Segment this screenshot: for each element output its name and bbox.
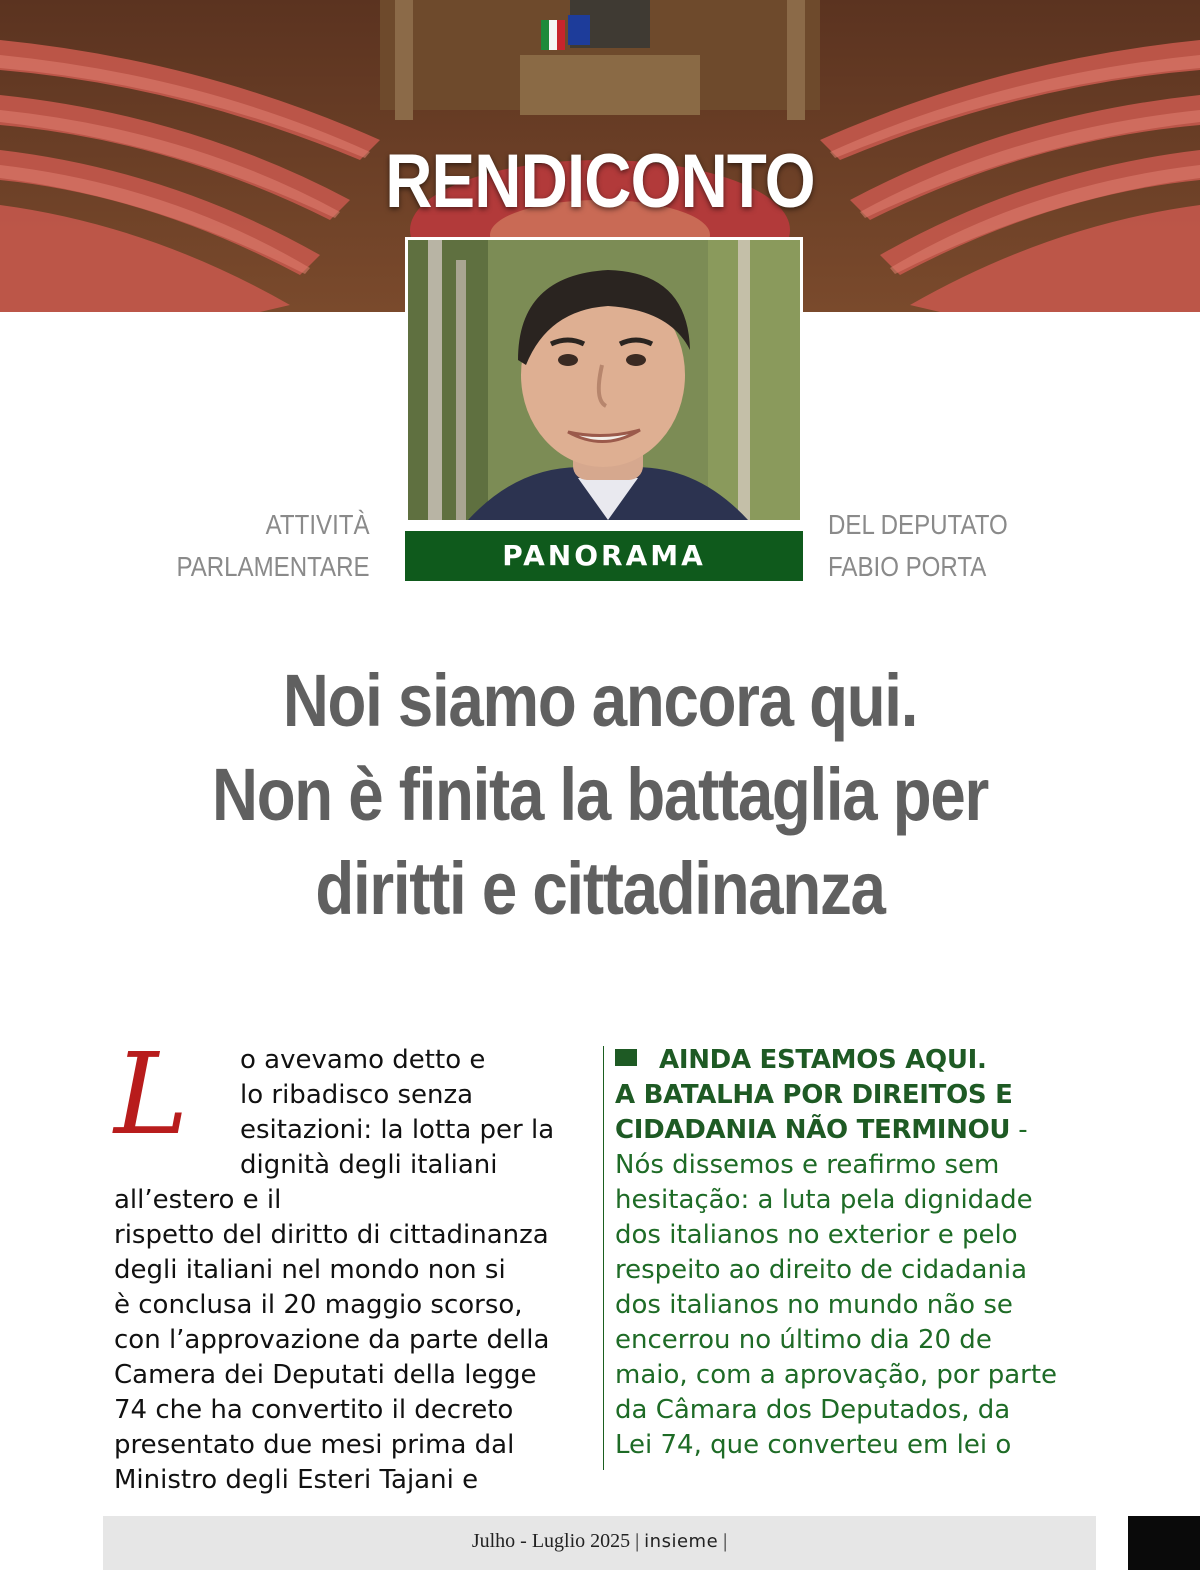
page-footer <box>103 1516 1096 1570</box>
pt-line: dos italianos no exterior e pelo <box>615 1220 1018 1250</box>
pt-line: dos italianos no mundo não se <box>615 1290 1013 1320</box>
kicker-right-line2: FABIO PORTA <box>828 551 987 582</box>
kicker-left-line1: ATTIVITÀ <box>266 509 370 540</box>
it-line: lo ribadisco senza <box>240 1080 474 1110</box>
pt-heading-dash: - <box>1010 1115 1028 1145</box>
pt-heading-line-2: A BATALHA POR DIREITOS E <box>615 1080 1013 1110</box>
pt-heading-line-3: CIDADANIA NÃO TERMINOU <box>615 1115 1011 1145</box>
it-line: o avevamo detto e <box>240 1045 486 1075</box>
it-line: esitazioni: la lotta per la <box>240 1115 555 1145</box>
pt-line: respeito ao direito de cidadania <box>615 1255 1028 1285</box>
pt-line: encerrou no último dia 20 de <box>615 1325 992 1355</box>
it-line: Camera dei Deputati della legge <box>114 1360 537 1390</box>
pt-heading <box>615 1043 1095 1148</box>
article-body-italian <box>114 1030 592 1498</box>
pt-line: maio, com a aprovação, por parte <box>615 1360 1058 1390</box>
article-headline <box>40 654 1160 936</box>
kicker-left-line2: PARLAMENTARE <box>176 551 370 582</box>
column-divider <box>603 1046 604 1470</box>
it-line: degli italiani nel mondo non si <box>114 1255 506 1285</box>
portrait-frame <box>405 237 803 523</box>
it-line: presentato due mesi prima dal <box>114 1430 515 1460</box>
article-body-portuguese <box>615 1043 1095 1463</box>
pt-line: Lei 74, que converteu em lei o <box>615 1430 1012 1460</box>
drop-cap: L <box>114 1030 189 1160</box>
portrait-photo <box>408 240 800 520</box>
it-line: con l’approvazione da parte della <box>114 1325 550 1355</box>
it-line: 74 che ha convertito il decreto <box>114 1395 514 1425</box>
section-title: RENDICONTO <box>385 139 815 224</box>
kicker-left <box>177 504 370 588</box>
footer-separator: | <box>723 1530 728 1552</box>
page-corner-marker <box>1128 1516 1200 1570</box>
pt-line: hesitação: a luta pela dignidade <box>615 1185 1033 1215</box>
it-line: è conclusa il 20 maggio scorso, <box>114 1290 523 1320</box>
it-line: rispetto del diritto di cittadinanza <box>114 1220 549 1250</box>
it-line: dignità degli italiani all’estero e il <box>114 1150 498 1215</box>
pt-line: da Câmara dos Deputados, da <box>615 1395 1011 1425</box>
pt-line: Nós dissemos e reafirmo sem <box>615 1150 1000 1180</box>
headline-line-2: Non è finita la battaglia per <box>212 753 988 836</box>
square-bullet-icon <box>615 1049 637 1066</box>
article-paragraph-portuguese <box>615 1148 1095 1463</box>
footer-date: Julho - Luglio 2025 | <box>471 1530 640 1552</box>
headline-line-1: Noi siamo ancora qui. <box>282 659 918 742</box>
footer-brand: insieme <box>644 1531 719 1552</box>
pt-heading-line-1: AINDA ESTAMOS AQUI. <box>659 1045 987 1075</box>
panorama-label: PANORAMA <box>405 531 803 581</box>
kicker-right-line1: DEL DEPUTATO <box>828 509 1008 540</box>
headline-line-3: diritti e cittadinanza <box>315 847 885 930</box>
kicker-right <box>828 504 1008 588</box>
it-line: Ministro degli Esteri Tajani e <box>114 1465 479 1495</box>
